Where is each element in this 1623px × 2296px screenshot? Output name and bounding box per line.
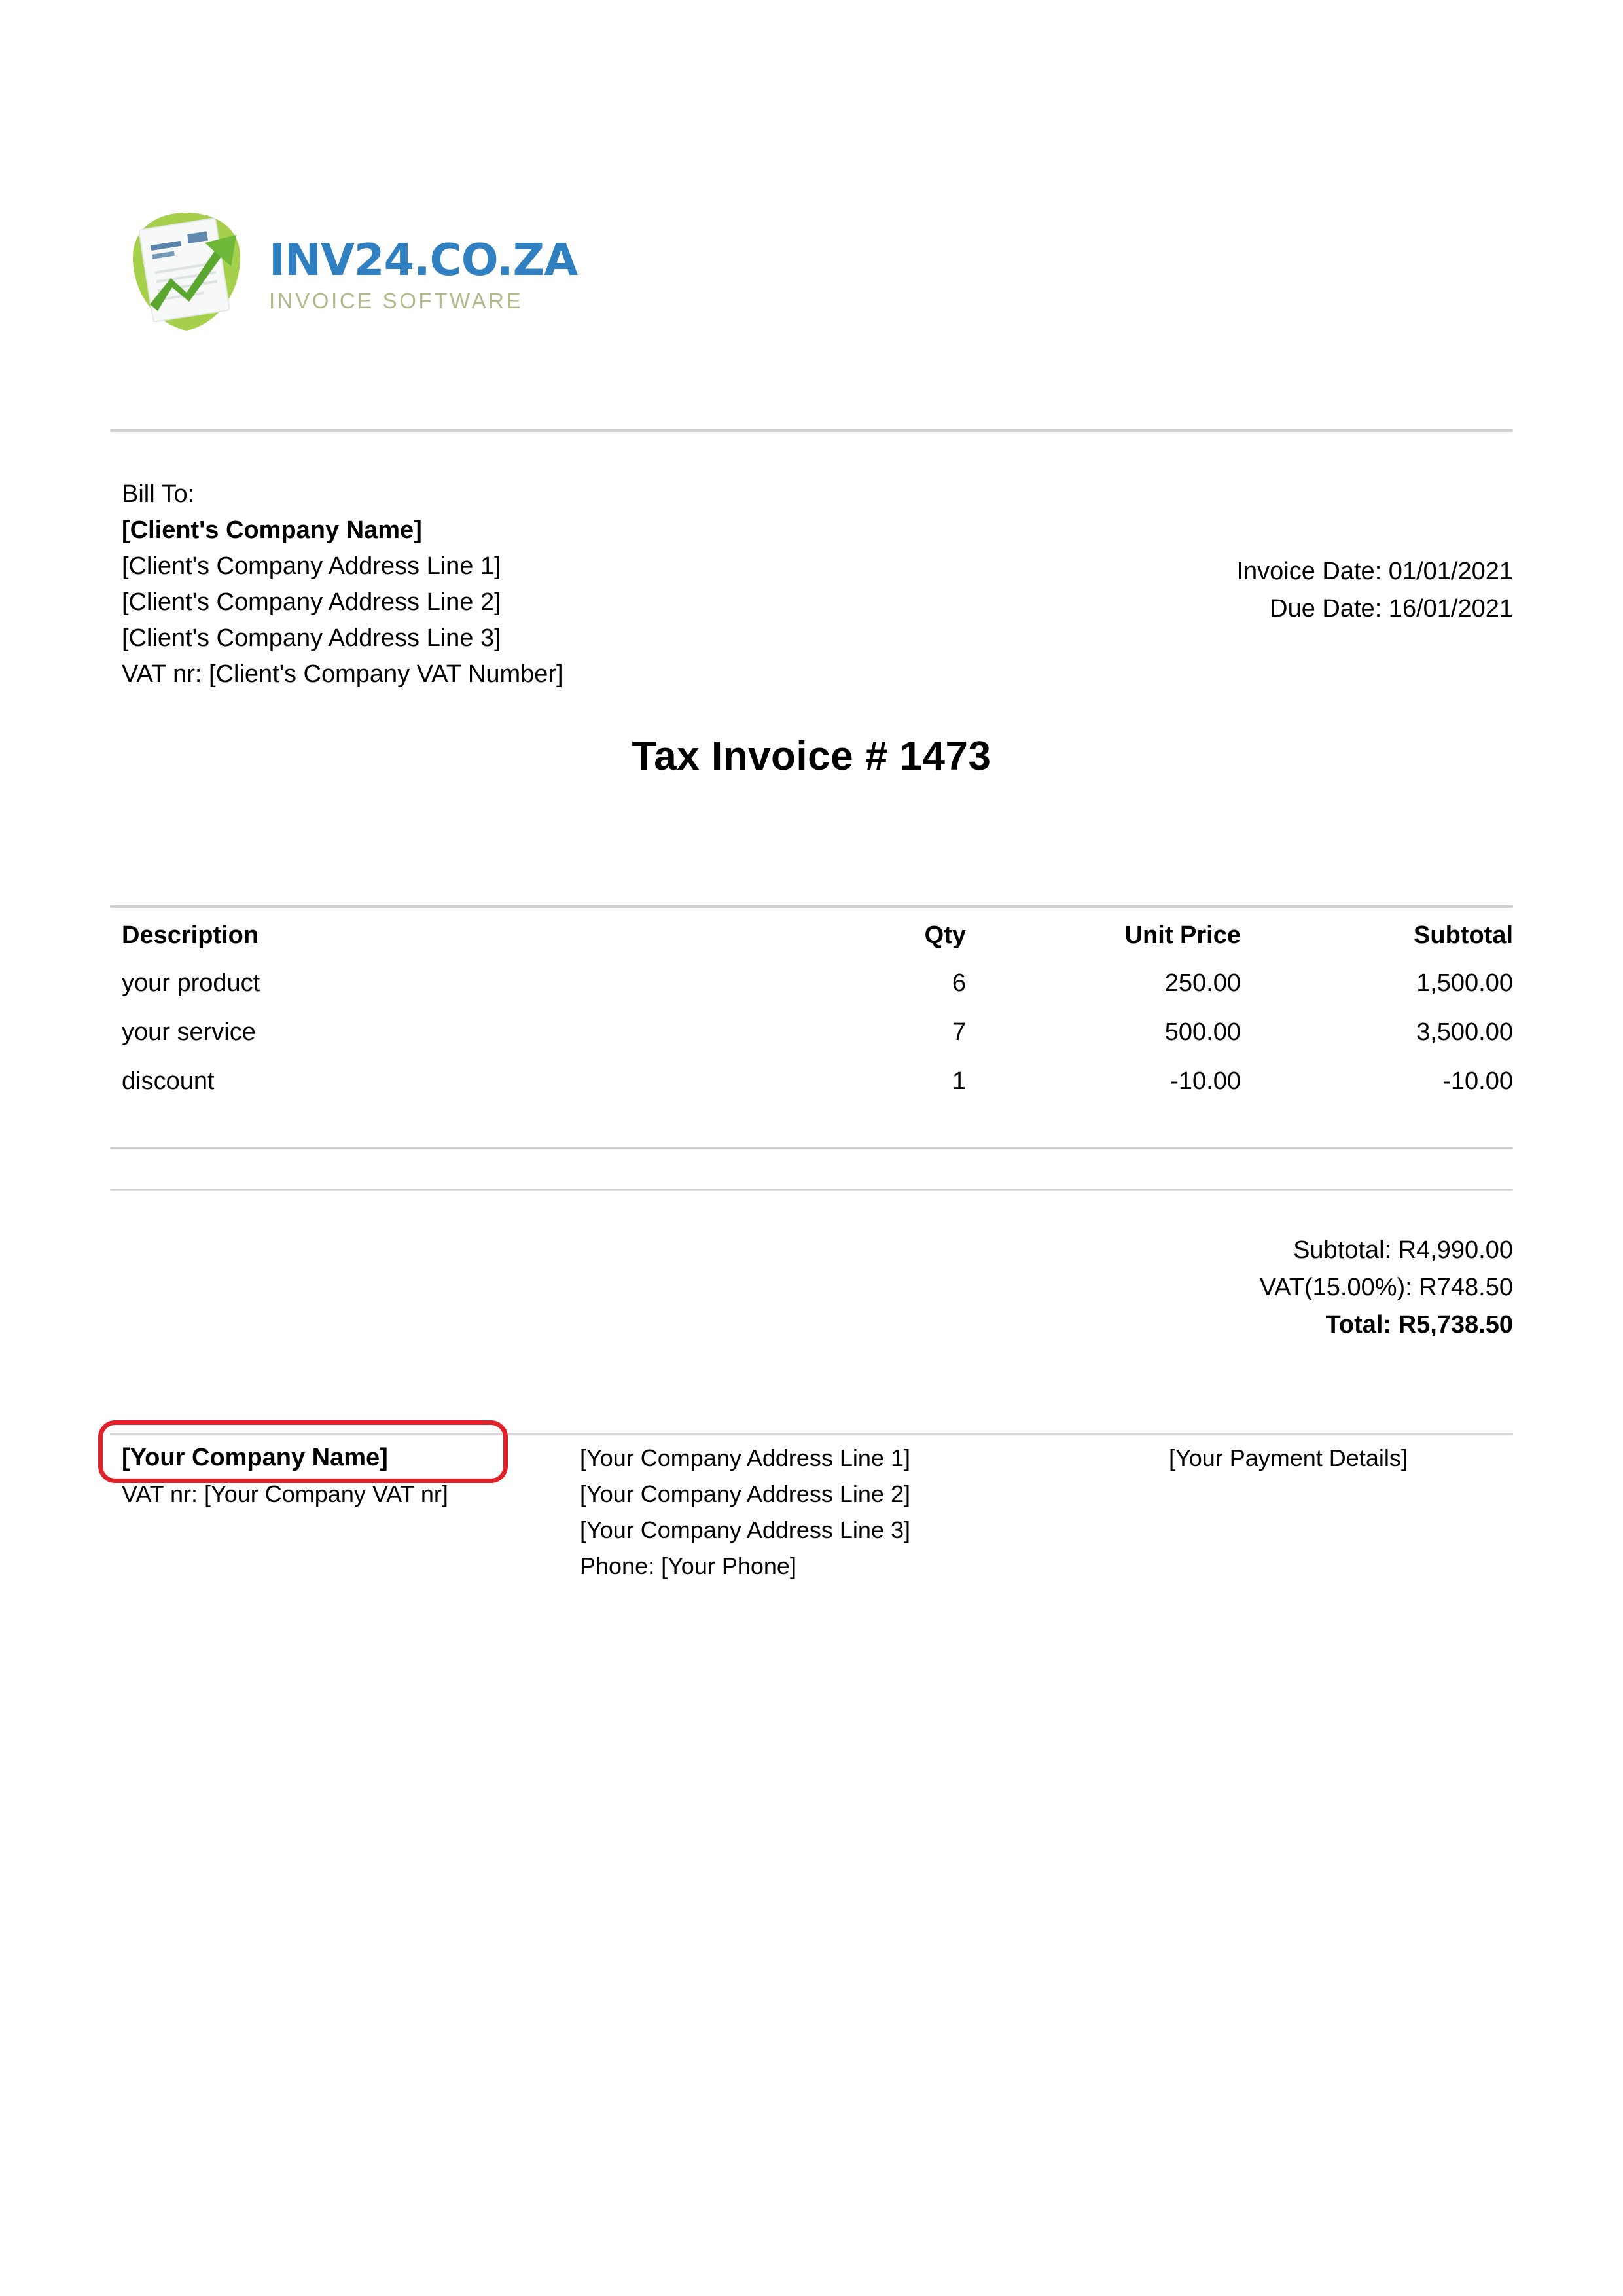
item-description: discount — [122, 1067, 215, 1095]
column-header-subtotal: Subtotal — [1414, 922, 1513, 949]
column-header-unit-price: Unit Price — [1124, 922, 1241, 949]
table-header-row — [122, 922, 1513, 969]
column-header-qty: Qty — [924, 922, 966, 949]
item-unit-price: 250.00 — [1164, 969, 1241, 997]
invoice-date: Invoice Date: 01/01/2021 — [1236, 558, 1513, 585]
item-qty: 7 — [952, 1018, 966, 1046]
invoice-dates-block — [1236, 553, 1513, 628]
column-header-description: Description — [122, 922, 259, 949]
item-unit-price: -10.00 — [1170, 1067, 1241, 1095]
table-row — [122, 1067, 1513, 1117]
brand-wordmark — [269, 232, 577, 312]
brand-tagline: INVOICE SOFTWARE — [269, 289, 524, 313]
item-qty: 1 — [952, 1067, 966, 1095]
header-divider — [110, 429, 1513, 432]
client-vat-number: VAT nr: [Client's Company VAT Number] — [122, 660, 563, 688]
your-company-vat: VAT nr: [Your Company VAT nr] — [122, 1480, 448, 1507]
item-description: your service — [122, 1018, 256, 1046]
footer-payment-column — [1169, 1440, 1509, 1584]
your-address-line-3: [Your Company Address Line 3] — [580, 1516, 910, 1543]
item-subtotal: 1,500.00 — [1416, 969, 1513, 997]
vat-amount: VAT(15.00%): R748.50 — [1259, 1274, 1513, 1301]
bill-to-label: Bill To: — [122, 480, 195, 508]
client-company-name: [Client's Company Name] — [122, 516, 422, 544]
client-address-line-3: [Client's Company Address Line 3] — [122, 624, 501, 652]
your-payment-details: [Your Payment Details] — [1169, 1444, 1408, 1471]
item-unit-price: 500.00 — [1164, 1018, 1241, 1046]
your-phone: Phone: [Your Phone] — [580, 1552, 796, 1579]
due-date: Due Date: 16/01/2021 — [1270, 595, 1513, 622]
totals-block — [1260, 1232, 1513, 1344]
table-row — [122, 969, 1513, 1018]
item-description: your product — [122, 969, 260, 997]
footer-company-column — [122, 1440, 580, 1584]
footer-address-column — [580, 1440, 1169, 1584]
item-qty: 6 — [952, 969, 966, 997]
invoice-arrow-logo-icon — [121, 206, 252, 337]
items-table — [122, 922, 1513, 1117]
brand-logo[interactable] — [121, 206, 577, 337]
your-address-line-1: [Your Company Address Line 1] — [580, 1444, 910, 1471]
subtotal-amount: Subtotal: R4,990.00 — [1293, 1236, 1513, 1264]
your-address-line-2: [Your Company Address Line 2] — [580, 1480, 910, 1507]
footer-block — [122, 1440, 1513, 1584]
table-row — [122, 1018, 1513, 1067]
page-title: Tax Invoice # 1473 — [632, 734, 991, 779]
bill-to-block — [122, 476, 563, 692]
items-table-bottom-divider — [110, 1147, 1513, 1149]
item-subtotal: -10.00 — [1442, 1067, 1513, 1095]
your-company-name: [Your Company Name] — [122, 1444, 388, 1471]
brand-name: INV24.CO.ZA — [269, 234, 578, 285]
item-subtotal: 3,500.00 — [1416, 1018, 1513, 1046]
footer-divider — [110, 1433, 1513, 1435]
client-address-line-2: [Client's Company Address Line 2] — [122, 588, 501, 616]
total-amount: Total: R5,738.50 — [1325, 1311, 1513, 1338]
items-table-top-divider — [110, 905, 1513, 908]
client-address-line-1: [Client's Company Address Line 1] — [122, 552, 501, 580]
totals-top-divider — [110, 1189, 1513, 1191]
